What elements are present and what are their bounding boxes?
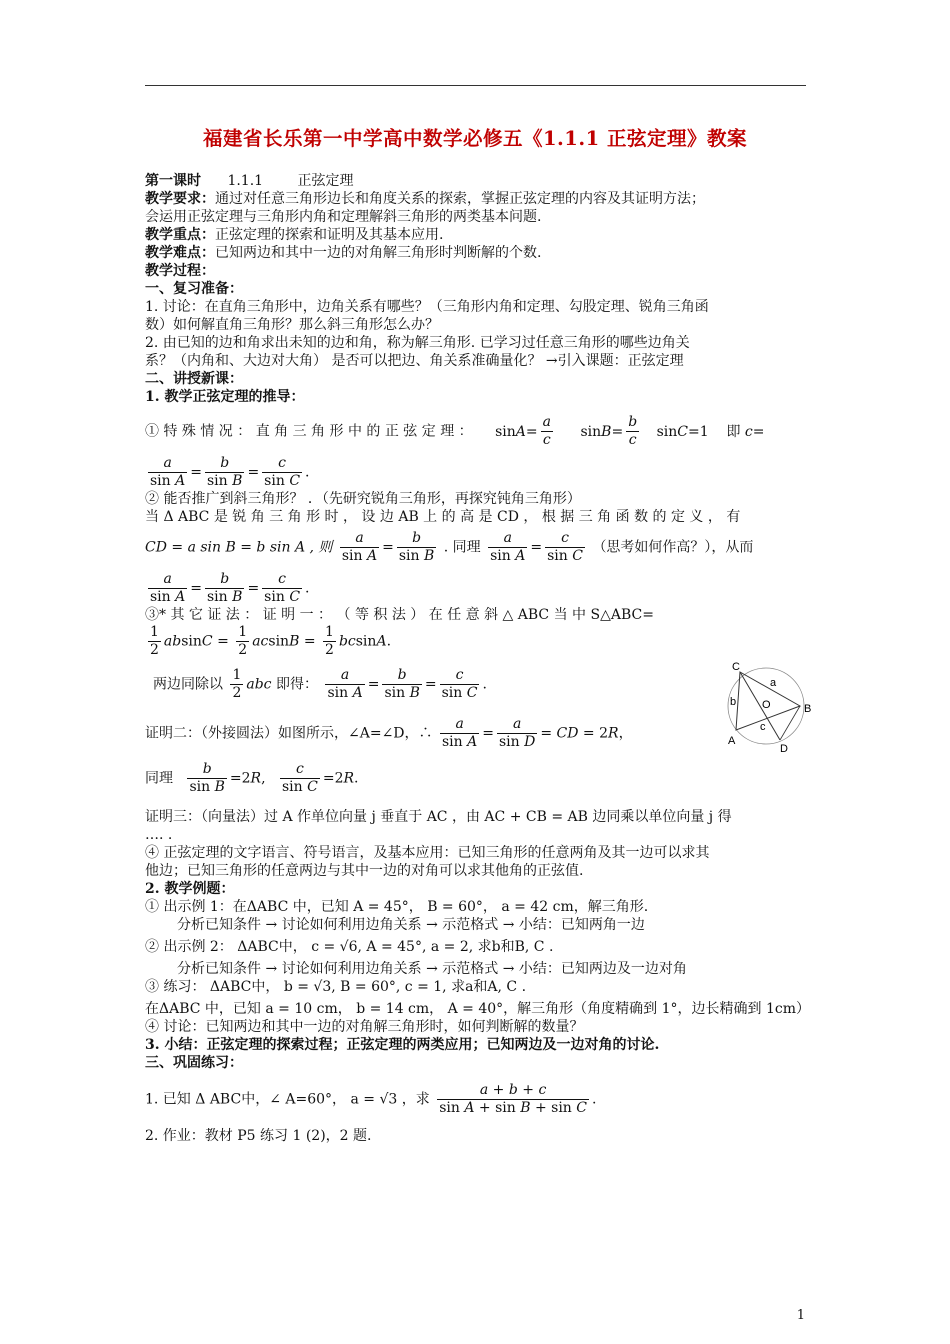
label-o-center: O [762,699,771,711]
document-title: 福建省长乐第一中学高中数学必修五《1.1.1 正弦定理》教案 [202,127,748,150]
label-c-side: c [760,721,766,733]
process-heading: 教学过程： [145,263,215,279]
practice-1: 1. 已知 Δ ABC中，∠ A=60°， a = √3 ，求 $\frac{a + b + c}{\text{sin A + sin B + sin C}}$ . [145,1082,597,1116]
practice-2: 2. 作业：教材 P5 练习 1 (2)，2 题. [145,1128,372,1144]
label-b-side: b [730,696,737,708]
other-proof-line: ③* 其 它 证 法 ： 证 明 一 ： （ 等 积 法 ） 在 任 意 斜 △ ABC 当 中 S△ABC= [145,607,654,623]
document-body [145,172,810,1145]
circumcircle-diagram [718,658,818,758]
requirements-line: 教学要求：通过对任意三角形边长和角度关系的探索，掌握正弦定理的内容及其证明方法； [145,191,705,207]
statement-line-1: ④ 正弦定理的文字语言、符号语言，及基本应用：已知三角形的任意两角及其一边可以求其 [145,845,710,861]
newlesson-heading: 二、讲授新课： [145,371,243,387]
segment-bd [780,706,800,740]
requirements-line-2: 会运用正弦定理与三角形内角和定理解斜三角形的两类基本问题. [145,209,542,225]
same-2-line: 同理 $\frac{b}{\text{sin B}}$ =2R, $\frac{c}{\text{sin C}}$ =2R. [145,761,359,795]
fraction: $\frac{a}{c}$ [542,414,552,448]
example-1-analysis: 分析已知条件 → 讨论如何利用边角关系 → 示范格式 → 小结：已知两角一边 [177,917,645,933]
dots-line: …. . [145,827,173,843]
question-2: ② 能否推广到斜三角形？ ．（先研究锐角三角形，再探究钝角三角形） [145,491,581,507]
examples-heading: 2. 教学例题： [145,881,235,897]
example-4: 在ΔABC 中，已知 a = 10 cm， b = 14 cm， A = 40°，解三角形（角度精确到 1°，边长精确到 1cm） [145,1001,810,1017]
label-d-point: D [780,743,788,755]
summary-line: 3. 小结：正弦定理的探索过程；正弦定理的两类应用；已知两边及一边对角的讨论. [145,1037,660,1053]
fraction: $\frac{b}{c}$ [628,414,638,448]
derivation-heading: 1. 教学正弦定理的推导： [145,389,305,405]
lesson-line: 第一课时 1.1.1 正弦定理 [145,173,354,189]
acute-line: 当 Δ ABC 是 锐 角 三 角 形 时 ， 设 边 AB 上 的 高 是 CD ， 根 据 三 角 函 数 的 定 义 ， 有 [145,509,741,525]
area-formula: $\frac{1}{2}$ absinC = $\frac{1}{2}$ acsinB = $\frac{1}{2}$ bcsinA. [150,624,392,658]
review-item-1b: 数）如何解直角三角形？那么斜三角形怎么办？ [145,317,439,333]
focus-line: 教学重点：正弦定理的探索和证明及其基本应用. [145,227,444,243]
label-a-side: a [770,677,777,689]
label-c-vertex: C [732,661,740,673]
page-number: 1 [796,1308,805,1323]
proof-2-line: 证明二：（外接圆法）如图所示，∠A=∠D，∴ $\frac{a}{\text{sin A}}$ = $\frac{a}{\text{sin D}}$ = CD = 2R， [145,716,633,750]
divide-line: 两边同除以 $\frac{1}{2}$ abc 即得： $\frac{a}{\text{sin A}}$ = $\frac{b}{\text{sin B}}$ = $\frac{c}{\text{sin C}}$ . [153,667,487,701]
label-b-vertex: B [804,703,812,715]
special-case-line: ① 特 殊 情 况 ： 直 角 三 角 形 中 的 正 弦 定 理 ： sinA= $\frac{a}{c}$ sinB= $\frac{b}{c}$ sinC=1 即 c= [145,414,765,448]
header-rule [145,85,806,86]
review-heading: 一、复习准备： [145,281,243,297]
example-1: ① 出示例 1：在ΔABC 中，已知 A = 45°， B = 60°， a = 42 cm，解三角形. [145,899,649,915]
cd-line: CD = a sin B = b sin A , 则 $\frac{a}{\text{sin A}}$ = $\frac{b}{\text{sin B}}$ . 同理 $\frac{a}{\text{sin A}}$ = $\frac{c}{\text{sin C}}$ （思考如何作高？），从而 [145,530,754,564]
example-5: ④ 讨论：已知两边和其中一边的对角解三角形时，如何判断解的数量？ [145,1019,584,1035]
difficulty-line: 教学难点：已知两边和其中一边的对角解三角形时判断解的个数. [145,245,542,261]
review-item-1a: 1. 讨论：在直角三角形中，边角关系有哪些？（三角形内角和定理、勾股定理、锐角三角函 [145,299,709,315]
review-item-2b: 系？（内角和、大边对大角） 是否可以把边、角关系准确量化？ →引入课题：正弦定理 [145,353,684,369]
statement-line-2: 他边；已知三角形的任意两边与其中一边的对角可以求其他角的正弦值. [145,863,584,879]
proof-3-line: 证明三：（向量法）过 A 作单位向量 j 垂直于 AC ，由 AC + CB = AB 边同乘以单位向量 j 得 [145,809,732,825]
example-3: ③ 练习： ΔABC中， b = √3, B = 60°, c = 1, 求a和A, C . [145,979,527,995]
example-2-analysis: 分析已知条件 → 讨论如何利用边角关系 → 示范格式 → 小结：已知两边及一边对角 [177,961,687,977]
label-a-vertex: A [728,735,736,747]
review-item-2a: 2. 由已知的边和角求出未知的边和角，称为解三角形. 已学习过任意三角形的哪些边角关 [145,335,690,351]
example-2: ② 出示例 2： ΔABC中， c = √6, A = 45°, a = 2, 求b和B, C . [145,939,554,955]
sine-law-formula: $\frac{a}{\text{sin A}}$ = $\frac{b}{\text{sin B}}$ = $\frac{c}{\text{sin C}}$ . [150,455,310,489]
practice-heading: 三、巩固练习： [145,1055,243,1071]
sine-law-formula-2: $\frac{a}{\text{sin A}}$ = $\frac{b}{\text{sin B}}$ = $\frac{c}{\text{sin C}}$ . [150,571,310,605]
